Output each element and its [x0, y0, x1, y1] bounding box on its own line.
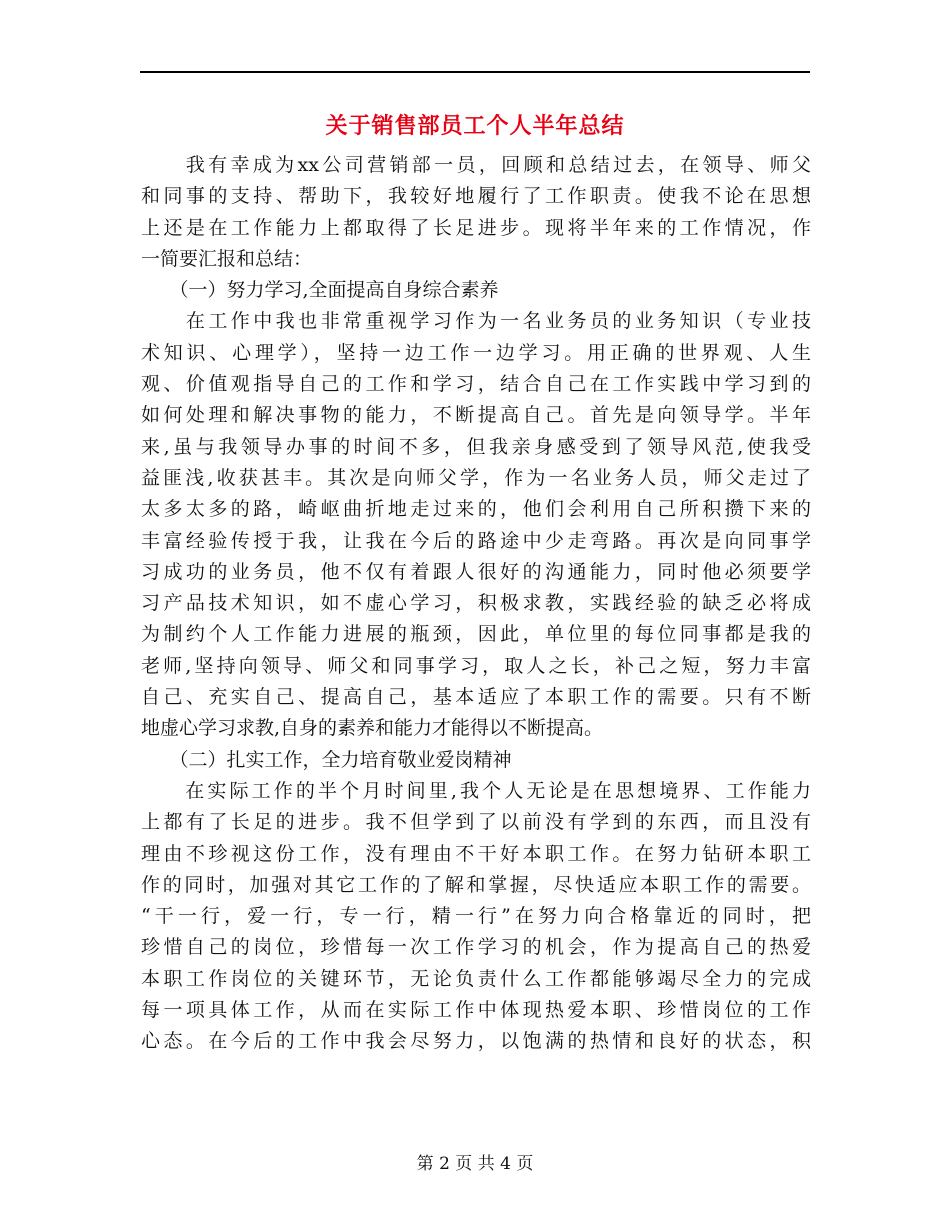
body-line: 老师,坚持向领导、师父和同事学习，取人之长，补己之短，努力丰富	[141, 654, 811, 677]
body-line: 习产品技术知识，如不虚心学习，积极求教，实践经验的缺乏必将成	[141, 592, 811, 615]
body-line: 为制约个人工作能力进展的瓶颈，因此，单位里的每位同事都是我的	[141, 623, 811, 646]
body-line: 自己、充实自己、提高自己，基本适应了本职工作的需要。只有不断	[141, 686, 811, 709]
body-line: 珍惜自己的岗位，珍惜每一次工作学习的机会，作为提高自己的热爱	[141, 936, 811, 959]
body-line: “干一行，爱一行，专一行，精一行”在努力向合格靠近的同时，把	[141, 905, 811, 928]
body-line: 上都有了长足的进步。我不但学到了以前没有学到的东西，而且没有	[141, 811, 811, 834]
page-number-footer: 第 2 页 共 4 页	[416, 1154, 534, 1174]
body-line: 地虚心学习求教,自身的素养和能力才能得以不断提高。	[141, 717, 604, 740]
document-title: 关于销售部员工个人半年总结	[325, 113, 625, 139]
body-line: 理由不珍视这份工作，没有理由不干好本职工作。在努力钻研本职工	[141, 842, 811, 865]
body-line: 术知识、心理学），坚持一边工作一边学习。用正确的世界观、人生	[141, 341, 811, 364]
body-line: 作的同时，加强对其它工作的了解和掌握，尽快适应本职工作的需要。	[141, 873, 811, 896]
body-line: （二）扎实工作，全力培育敬业爱岗精神	[141, 748, 512, 771]
body-line: 一简要汇报和总结：	[141, 247, 313, 270]
body-line: 习成功的业务员，他不仅有着跟人很好的沟通能力，同时他必须要学	[141, 560, 811, 583]
body-line: 在工作中我也非常重视学习作为一名业务员的业务知识（专业技	[141, 310, 811, 333]
body-line: 和同事的支持、帮助下，我较好地履行了工作职责。使我不论在思想	[141, 185, 811, 208]
body-line: 益匪浅,收获甚丰。其次是向师父学，作为一名业务人员，师父走过了	[141, 466, 811, 489]
body-line: 丰富经验传授于我，让我在今后的路途中少走弯路。再次是向同事学	[141, 529, 811, 552]
body-line: 来,虽与我领导办事的时间不多，但我亲身感受到了领导风范,使我受	[141, 435, 811, 458]
body-line: 如何处理和解决事物的能力，不断提高自己。首先是向领导学。半年	[141, 404, 811, 427]
header-rule	[140, 71, 810, 73]
body-line: （一）努力学习,全面提高自身综合素养	[141, 279, 499, 302]
document-body	[141, 150, 811, 1058]
body-line: 我有幸成为xx公司营销部一员，回顾和总结过去，在领导、师父	[141, 154, 811, 176]
body-line: 观、价值观指导自己的工作和学习，结合自己在工作实践中学习到的	[141, 373, 811, 396]
body-line: 每一项具体工作，从而在实际工作中体现热爱本职、珍惜岗位的工作	[141, 999, 811, 1022]
body-line: 上还是在工作能力上都取得了长足进步。现将半年来的工作情况，作	[141, 216, 811, 239]
body-line: 心态。在今后的工作中我会尽努力，以饱满的热情和良好的状态，积	[141, 1030, 811, 1053]
body-line: 在实际工作的半个月时间里,我个人无论是在思想境界、工作能力	[141, 779, 811, 802]
body-line: 太多太多的路，崎岖曲折地走过来的，他们会利用自己所积攒下来的	[141, 498, 811, 521]
body-line: 本职工作岗位的关键环节，无论负责什么工作都能够竭尽全力的完成	[141, 967, 811, 990]
